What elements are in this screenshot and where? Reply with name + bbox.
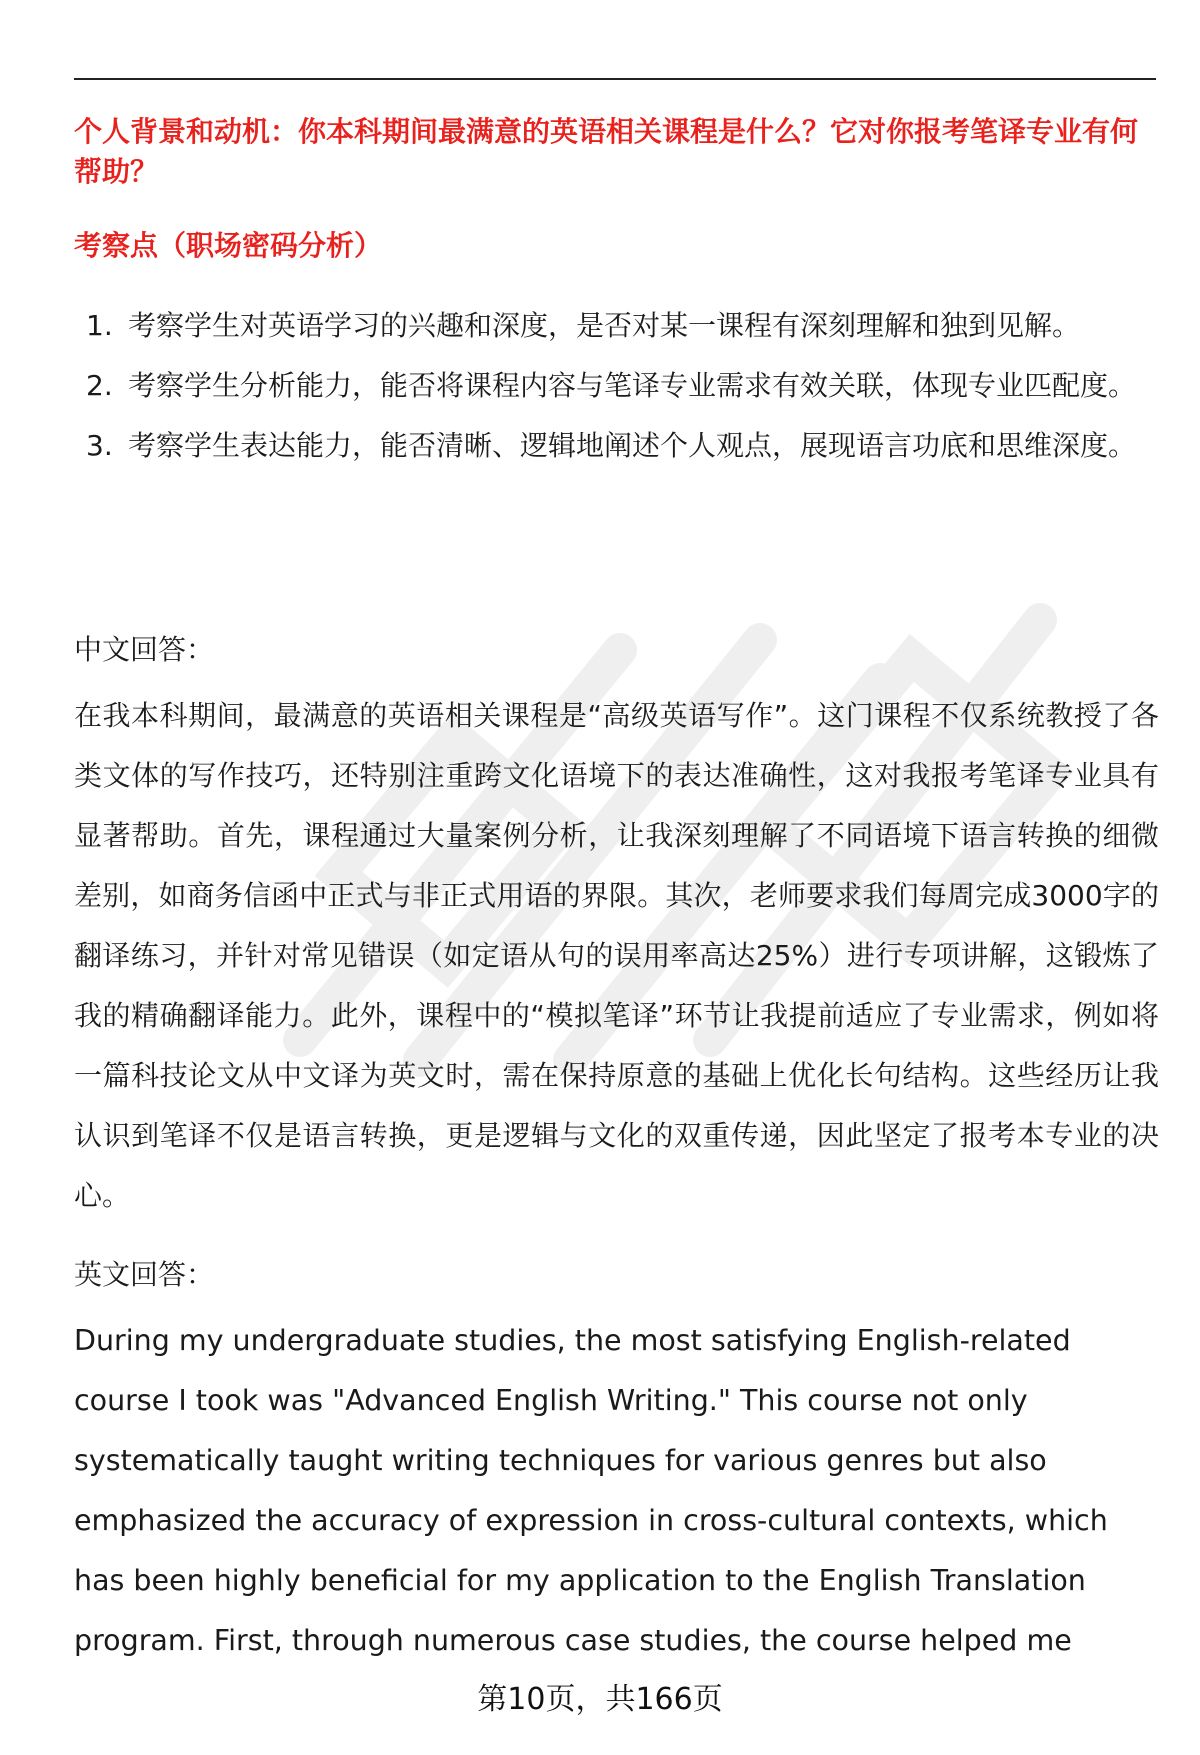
question-heading: 个人背景和动机：你本科期间最满意的英语相关课程是什么？它对你报考笔译专业有何帮助？ [74,115,1139,188]
list-item-text: 考察学生表达能力，能否清晰、逻辑地阐述个人观点，展现语言功底和思维深度。 [128,429,1137,462]
list-item [74,416,1156,476]
list-item-number: 3. [86,429,113,462]
english-answer-label: 英文回答： [74,1258,215,1291]
chinese-answer-paragraph: 在我本科期间，最满意的英语相关课程是“高级英语写作”。这门课程不仅系统教授了各类文体的写作技巧，还特别注重跨文化语境下的表达准确性，这对我报考笔译专业具有显著帮助。首先，课程通过大量案例分析，让我深刻理解了不同语境下语言转换的细微差别，如商务信函中正式与非正式用语的界限。其次，老师要求我们每周完成3000字的翻译练习，并针对常见错误（如定语从句的误用率高达25%）进行专项讲解，这锻炼了我的精确翻译能力。此外，课程中的“模拟笔译”环节让我提前适应了专业需求，例如将一篇科技论文从中文译为英文时，需在保持原意的基础上优化长句结构。这些经历让我认识到笔译不仅是语言转换，更是逻辑与文化的双重传递，因此坚定了报考本专业的决心。 [74,699,1159,1212]
chinese-answer-label: 中文回答： [74,633,215,666]
page-number-footer: 第10页，共166页 [477,1682,723,1717]
english-answer-paragraph: During my undergraduate studies, the most satisfying English-related course I took was "Advanced English Writing." This course not only systematically taught writing techniques for various genres but also emphasized the accuracy of expression in cross-cultural contexts, which has been highly beneficial for my application to the English Translation program. First, through numerous case studies, the course helped me [74,1324,1108,1657]
assessment-points-list [74,296,1156,476]
list-item-text: 考察学生对英语学习的兴趣和深度，是否对某一课程有深刻理解和独到见解。 [128,309,1081,342]
list-item [74,296,1156,356]
list-item-number: 1. [86,309,113,342]
list-item-text: 考察学生分析能力，能否将课程内容与笔译专业需求有效关联，体现专业匹配度。 [128,369,1137,402]
top-divider [74,78,1156,80]
assessment-heading: 考察点（职场密码分析） [74,229,383,262]
list-item [74,356,1156,416]
list-item-number: 2. [86,369,113,402]
